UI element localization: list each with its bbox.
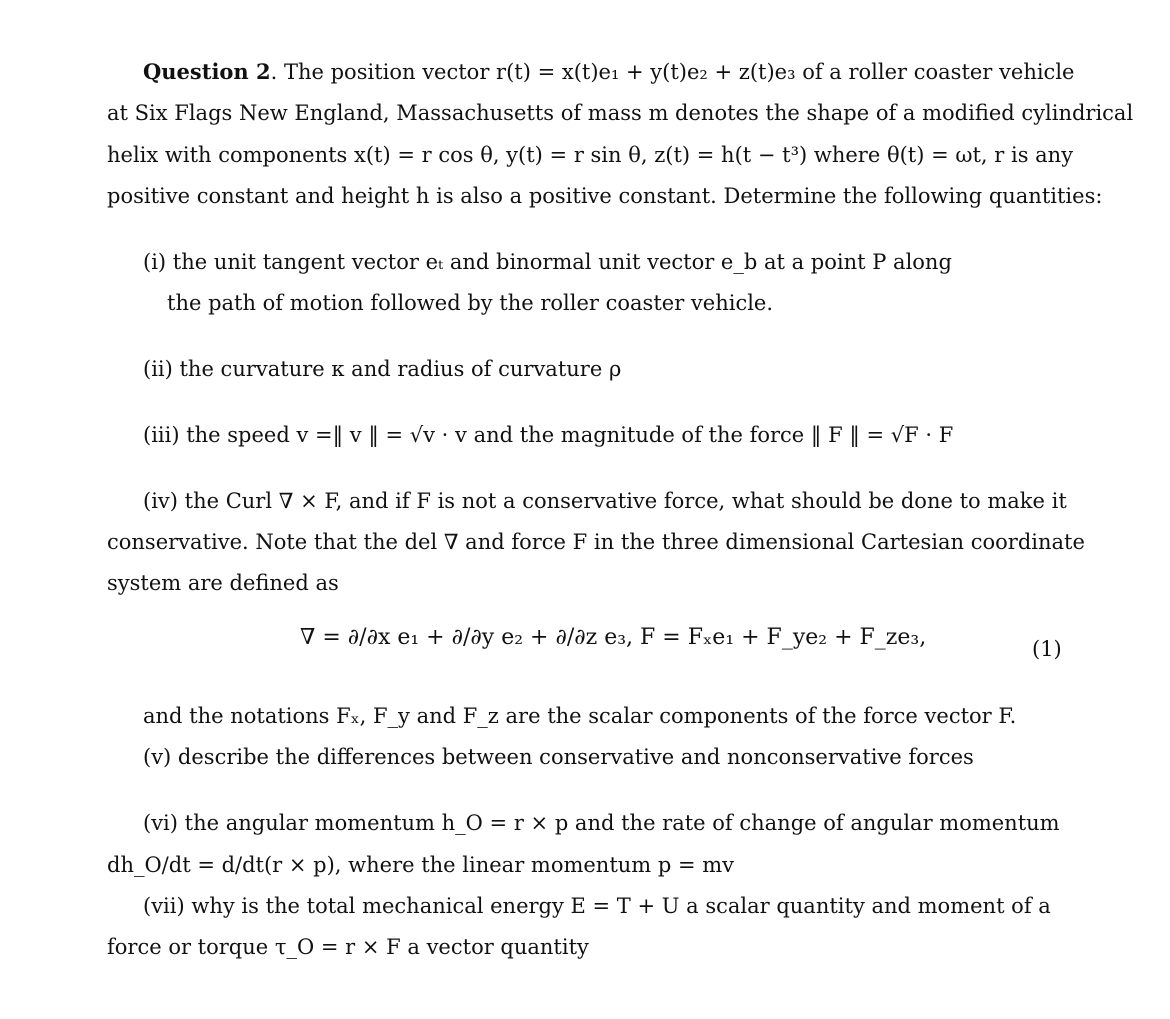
equation-number: (1) — [1032, 637, 1062, 661]
item-vi-line-2: dh_O/dt = d/dt(r × p), where the linear momentum p = mv — [107, 853, 735, 877]
question-intro-line-1 — [143, 58, 1074, 86]
item-vii-line-1: (vii) why is the total mechanical energy E = T + U a scalar quantity and moment of a — [143, 894, 1051, 918]
item-iv-line-1: (iv) the Curl ∇ × F, and if F is not a conservative force, what should be done to make it — [143, 489, 1067, 513]
question-intro-line-4: positive constant and height h is also a positive constant. Determine the following quantities: — [107, 184, 1103, 208]
question-intro-line-3: helix with components x(t) = r cos θ, y(t) = r sin θ, z(t) = h(t − t³) where θ(t) = ωt, r is any — [107, 143, 1074, 167]
item-ii: (ii) the curvature κ and radius of curvature ρ — [143, 357, 622, 381]
item-vi-line-1: (vi) the angular momentum h_O = r × p and the rate of change of angular momentum — [143, 811, 1060, 835]
display-equation — [0, 615, 1170, 687]
item-v: (v) describe the differences between conservative and nonconservative forces — [143, 745, 974, 769]
item-i-line-1: (i) the unit tangent vector eₜ and binormal unit vector e_b at a point P along — [143, 250, 952, 274]
item-iv-line-3: system are defined as — [107, 571, 339, 595]
item-vii-line-2: force or torque τ_O = r × F a vector quantity — [107, 935, 589, 959]
question-intro-line-2: at Six Flags New England, Massachusetts of mass m denotes the shape of a modified cylindrical — [107, 101, 1134, 125]
item-i-line-2: the path of motion followed by the roller coaster vehicle. — [167, 291, 774, 315]
notation-line: and the notations Fₓ, F_y and F_z are the scalar components of the force vector F. — [143, 704, 1017, 728]
question-title: Question 2 — [143, 59, 271, 84]
equation-content: ∇ = ∂/∂x e₁ + ∂/∂y e₂ + ∂/∂z e₃, F = Fₓe₁ + F_ye₂ + F_ze₃, — [300, 625, 927, 650]
intro-text-1: . The position vector r(t) = x(t)e₁ + y(t)e₂ + z(t)e₃ of a roller coaster vehicle — [270, 60, 1075, 84]
item-iv-line-2: conservative. Note that the del ∇ and force F in the three dimensional Cartesian coordinate — [107, 530, 1085, 554]
item-iii: (iii) the speed v =‖ v ‖ = √v · v and the magnitude of the force ‖ F ‖ = √F · F — [143, 423, 954, 447]
